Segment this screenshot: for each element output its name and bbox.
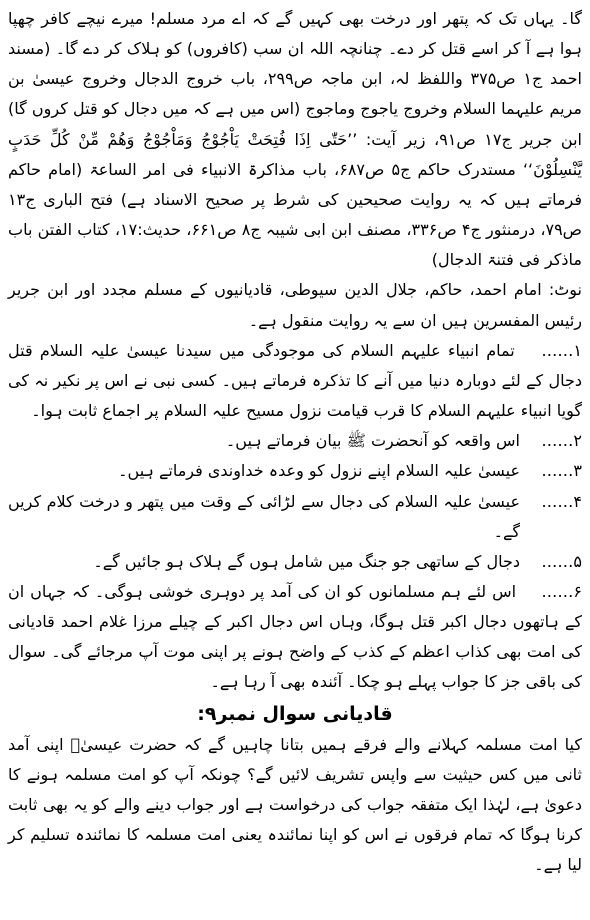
question-paragraph: کیا امت مسلمہ کہلانے والے فرقے ہمیں بتانا چاہیں گے کہ حضرت عیسیٰؑ اپنی آمد ثانی میں کس حیثیت سے واپس تشریف لائیں گے؟ چونکہ آپ کو امت مسلمہ ہونے کا دعویٰ ہے، لہٰذا ایک متفقہ جواب کی درخواست ہے اور جواب دینے والے کو یہ بھی ثابت کرنا ہوگا کہ تمام فرقوں نے اس کو اپنا نمائندہ یعنی امت مسلمہ کا نمائندہ تسلیم کر لیا ہے۔ [8, 734, 582, 875]
list-item-text: عیسیٰ علیہ السلام اپنے نزول کو وعدہ خداوندی فرماتے ہیں۔ [118, 461, 520, 481]
list-item [8, 336, 582, 426]
list-item-number: ۵…… [541, 551, 582, 571]
list-item [8, 547, 582, 577]
document-page [8, 4, 582, 916]
note-paragraph: نوٹ: امام احمد، حاکم، جلال الدین سیوطی، قادیانیوں کے مسلم مجدد اور ابن جریر رئیس المفسرین ہیں ان سے یہ روایت منقول ہے۔ [8, 280, 582, 330]
list-item [8, 487, 582, 547]
list-item-text: اس واقعہ کو آنحضرت ﷺ بیان فرماتے ہیں۔ [225, 431, 520, 451]
hadith-reference-paragraph: گا۔ یہاں تک کہ پتھر اور درخت بھی کہیں گے کہ اے مرد مسلم! میرے نیچے کافر چھپا ہوا ہے آ کر اسے قتل کر دے۔ چنانچہ اللہ ان سب (کافروں) کو ہلاک کر دے گا۔ (مسند احمد ج۱ ص۳۷۵ واللفظ لہ، ابن ماجہ ص۲۹۹، باب خروج الدجال وخروج عیسیٰ بن مریم علیہما السلام وخروج یاجوج وماجوج (اس میں ہے کہ میں دجال کو قتل کروں گا) ابن جریر ج۱۷ ص۹۱، زیر آیت: ’’حَتّٰی اِذَا فُتِحَتْ یَاْجُوْجُ وَمَاْجُوْجُ وَھُمْ مِّنْ کُلِّ حَدَبٍ یَّنْسِلُوْنَ‘‘ مستدرک حاکم ج۵ ص۶۸۷، باب مذاکرۃ الانبیاء فی امر الساعۃ (امام حاکم فرماتے ہیں کہ یہ روایت صحیحین کی شرط پر صحیح الاسناد ہے) فتح الباری ج۱۳ ص۷۹، درمنثور ج۴ ص۳۳۶، مصنف ابن ابی شیبہ ج۸ ص۶۶۱، حدیث:۱۷، کتاب الفتن باب ماذکر فی فتنۃ الدجال) [8, 9, 583, 270]
list-item [8, 577, 582, 698]
list-item-text: تمام انبیاء علیہم السلام کی موجودگی میں سیدنا عیسیٰ علیہ السلام قتل دجال کے لئے دوبارہ دنیا میں آنے کا تذکرہ فرماتے ہیں۔ کسی نبی نے اس پر نکیر نہ کی گویا انبیاء علیہم السلام کا قرب قیامت نزول مسیح علیہ السلام پر اجماع ثابت ہوا۔ [8, 340, 583, 421]
list-item [8, 426, 582, 456]
list-item-number: ۲…… [541, 431, 582, 451]
list-item-number: ۴…… [541, 491, 582, 511]
list-item-text: عیسیٰ علیہ السلام کی دجال سے لڑائی کے وقت میں پتھر و درخت کلام کریں گے۔ [8, 491, 520, 541]
points-list [8, 336, 582, 698]
section-heading: قادیانی سوال نمبر۹: [197, 702, 393, 725]
list-item-text: دجال کے ساتھی جو جنگ میں شامل ہوں گے ہلاک ہو جائیں گے۔ [93, 551, 520, 571]
list-item-number: ۶…… [541, 581, 583, 601]
list-item [8, 456, 582, 486]
list-item-number: ۱…… [541, 340, 583, 360]
list-item-number: ۳…… [541, 461, 582, 481]
list-item-text: اس لئے ہم مسلمانوں کو ان کی آمد پر دوہری خوشی ہوگی۔ کہ جہاں ان کے ہاتھوں دجال اکبر قتل ہوگا، وہاں اس دجال اکبر کے چیلے مرزا غلام احمد قادیانی کی امت بھی کذاب اعظم کے کذب کے واضح ہونے پر اپنی موت آپ مرجائے گی۔ سوال کی باقی جز کا جواب پہلے ہو چکا۔ آئندہ بھی آ رہا ہے۔ [8, 581, 582, 692]
